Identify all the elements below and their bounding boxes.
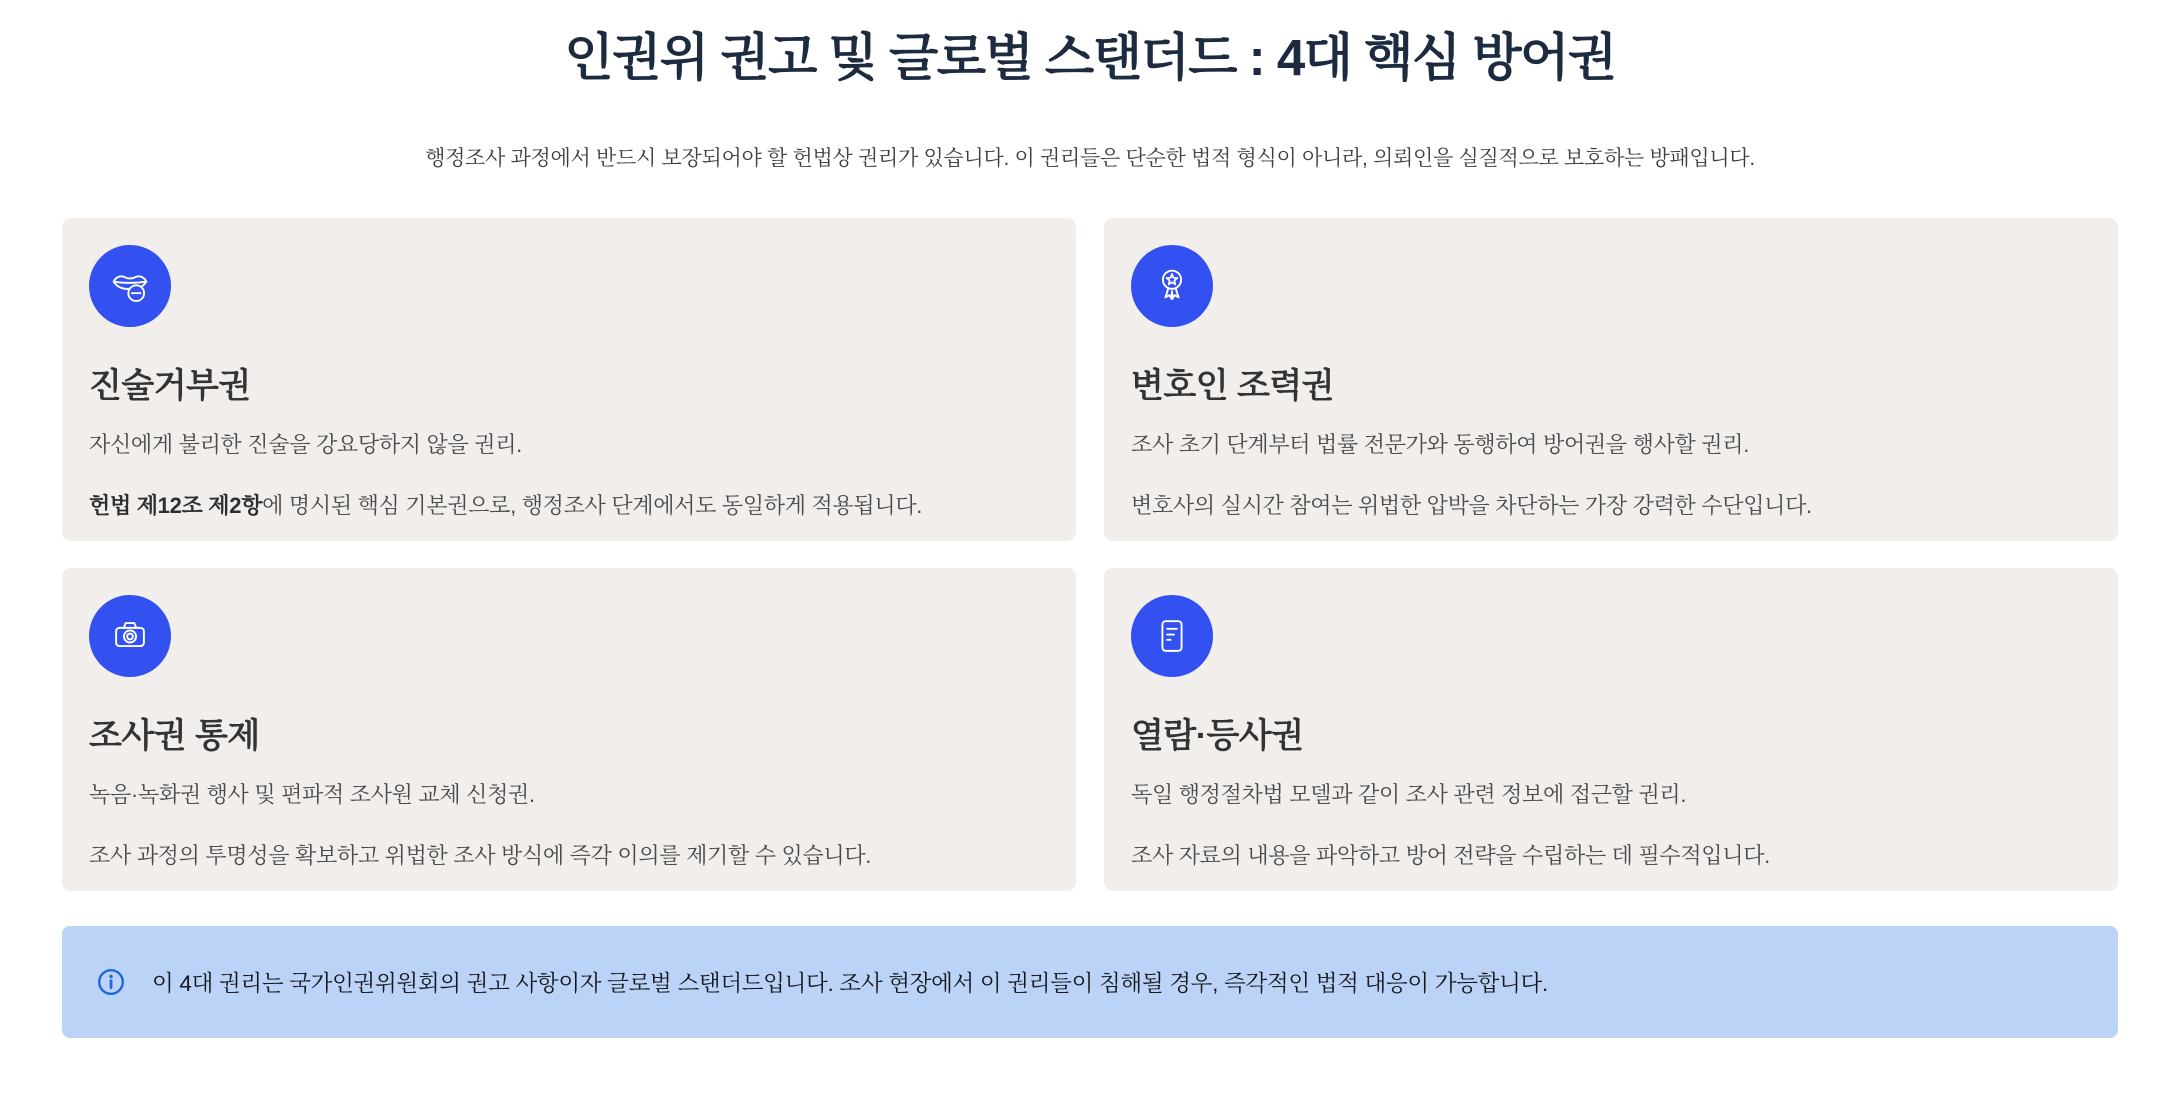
page-title: 인권위 권고 및 글로벌 스탠더드 : 4대 핵심 방어권: [564, 29, 1616, 86]
card-right-to-inspect-copy: [1104, 568, 2118, 891]
card-body-line2: [89, 492, 1040, 521]
card-body-rest: 에 명시된 핵심 기본권으로, 행정조사 단계에서도 동일하게 적용됩니다.: [262, 493, 923, 519]
info-icon: [96, 967, 126, 997]
card-body-line1: 자신에게 불리한 진술을 강요당하지 않을 권리.: [89, 431, 522, 457]
info-banner-text: 이 4대 권리는 국가인권위원회의 권고 사항이자 글로벌 스탠더드입니다. 조사 현장에서 이 권리들이 침해될 경우, 즉각적인 법적 대응이 가능합니다.: [152, 970, 1548, 996]
card-body-rest: 조사 과정의 투명성을 확보하고 위법한 조사 방식에 즉각 이의를 제기할 수 있습니다.: [89, 843, 872, 869]
card-title: 조사권 통제: [89, 716, 260, 755]
card-title: 변호인 조력권: [1131, 366, 1335, 405]
award-ribbon-icon: [1131, 245, 1213, 327]
card-body-line1: 녹음·녹화권 행사 및 편파적 조사원 교체 신청권.: [89, 781, 535, 807]
card-body-line2: [1131, 492, 2082, 521]
card-right-to-silence: [62, 218, 1076, 541]
card-investigation-control: [62, 568, 1076, 891]
rights-cards-grid: [62, 218, 2118, 891]
info-banner: [62, 926, 2118, 1038]
card-title: 진술거부권: [89, 366, 251, 405]
card-body-line2: [89, 842, 1040, 871]
card-body-line1: 조사 초기 단계부터 법률 전문가와 동행하여 방어권을 행사할 권리.: [1131, 431, 1750, 457]
card-body-rest: 변호사의 실시간 참여는 위법한 압박을 차단하는 가장 강력한 수단입니다.: [1131, 493, 1812, 519]
page-subtitle: 행정조사 과정에서 반드시 보장되어야 할 헌법상 권리가 있습니다. 이 권리들은 단순한 법적 형식이 아니라, 의뢰인을 실질적으로 보호하는 방패입니다.: [425, 146, 1755, 170]
card-body-line1: 독일 행정절차법 모델과 같이 조사 관련 정보에 접근할 권리.: [1131, 781, 1687, 807]
card-body-line2: [1131, 842, 2082, 871]
document-icon: [1131, 595, 1213, 677]
card-body-emphasis: 헌법 제12조 제2항: [89, 493, 263, 519]
mute-lips-icon: [89, 245, 171, 327]
camera-icon: [89, 595, 171, 677]
card-body-rest: 조사 자료의 내용을 파악하고 방어 전략을 수립하는 데 필수적입니다.: [1131, 843, 1770, 869]
card-title: 열람·등사권: [1131, 716, 1304, 755]
card-right-to-counsel: [1104, 218, 2118, 541]
